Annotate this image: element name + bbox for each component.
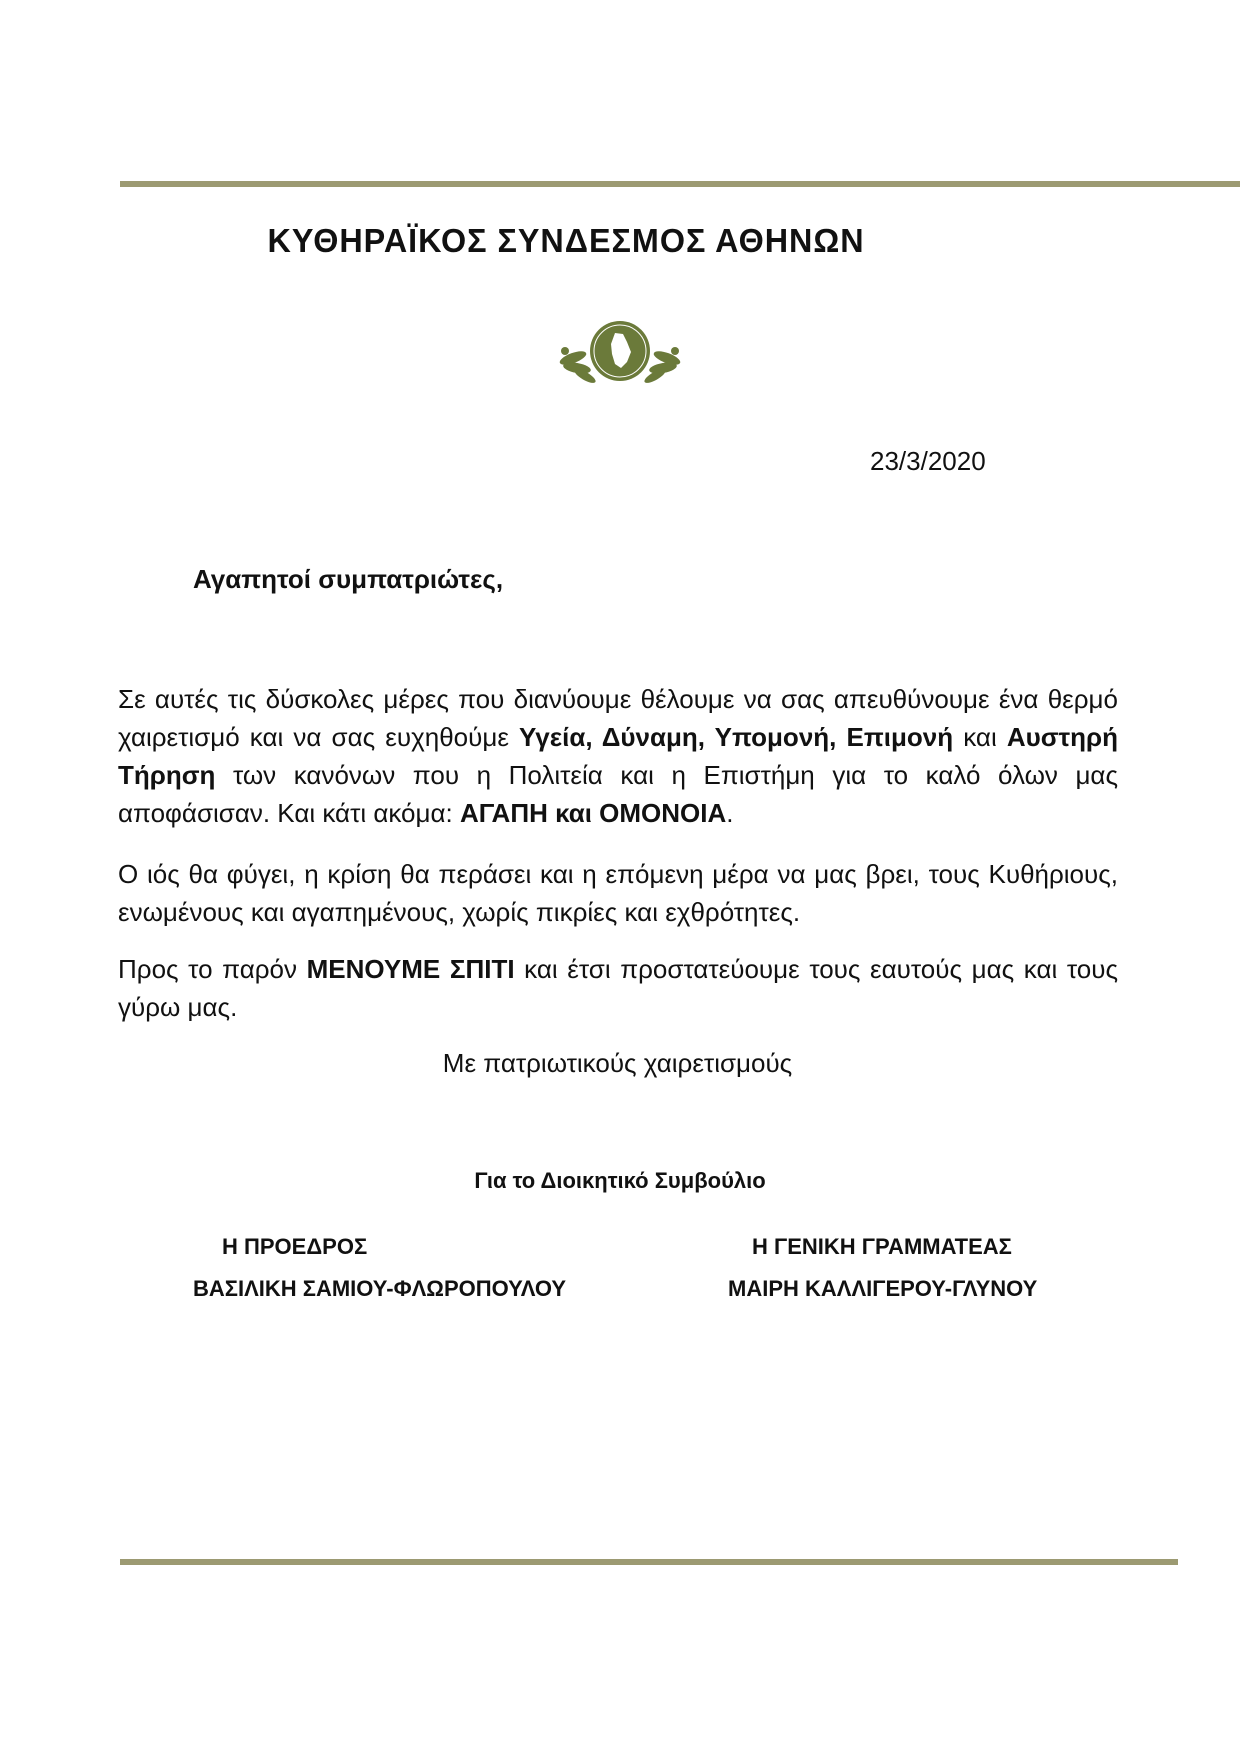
olive-wreath-emblem-icon	[555, 318, 685, 388]
secretary-name: ΜΑΙΡΗ ΚΑΛΛΙΓΕΡΟΥ-ΓΛΥΝΟΥ	[728, 1276, 1038, 1301]
bold-text: Αυστηρή Τήρηση	[118, 722, 1118, 790]
organization-title	[12, 222, 1227, 260]
board-line: Για το Διοικητικό Συμβούλιο	[474, 1168, 766, 1193]
letter-date: 23/3/2020	[870, 446, 986, 476]
secretary-title: Η ΓΕΝΙΚΗ ΓΡΑΜΜΑΤΕΑΣ	[752, 1234, 1012, 1259]
text: Σε αυτές τις δύσκολες μέρες που διανύουμε θέλουμε να σας απευθύνουμε ένα θερμό χαιρετισμό και να σας ευχηθούμε	[118, 684, 1118, 752]
closing-text: Με πατριωτικούς χαιρετισμούς	[442, 1048, 793, 1078]
paragraph-wishes	[118, 680, 1118, 832]
text: και	[953, 722, 1007, 752]
paragraph-hope: Ο ιός θα φύγει, η κρίση θα περάσει και η επόμενη μέρα να μας βρει, τους Κυθήριους, ενωμένους και αγαπημένους, χωρίς πικρίες και εχθρότητες.	[118, 859, 1118, 927]
bold-text: ΜΕΝΟΥΜΕ ΣΠΙΤΙ	[306, 954, 515, 984]
salutation: Αγαπητοί συμπατριώτες,	[193, 564, 504, 594]
bottom-divider	[120, 1559, 1178, 1565]
bold-text: Υγεία, Δύναμη, Υπομονή, Επιμονή	[519, 722, 954, 752]
paragraph-stay-home	[118, 950, 1118, 1026]
text: Προς το παρόν	[118, 954, 307, 984]
president-title: Η ΠΡΟΕΔΡΟΣ	[222, 1234, 368, 1259]
president-name: ΒΑΣΙΛΙΚΗ ΣΑΜΙΟΥ-ΦΛΩΡΟΠΟΥΛΟΥ	[193, 1276, 567, 1301]
organization-name: ΚΥΘΗΡΑΪΚΟΣ ΣΥΝΔΕΣΜΟΣ ΑΘΗΝΩΝ	[267, 222, 865, 259]
text: των κανόνων που η Πολιτεία και η Επιστήμη για το καλό όλων μας αποφάσισαν. Και κάτι ακόμα:	[118, 760, 1118, 828]
bold-text: ΑΓΑΠΗ και ΟΜΟΝΟΙΑ	[459, 798, 727, 828]
top-divider	[120, 181, 1240, 187]
text: και έτσι προστατεύουμε τους εαυτούς μας και τους γύρω μας.	[118, 954, 1118, 1022]
text: .	[726, 798, 734, 828]
closing	[0, 1048, 1240, 1079]
